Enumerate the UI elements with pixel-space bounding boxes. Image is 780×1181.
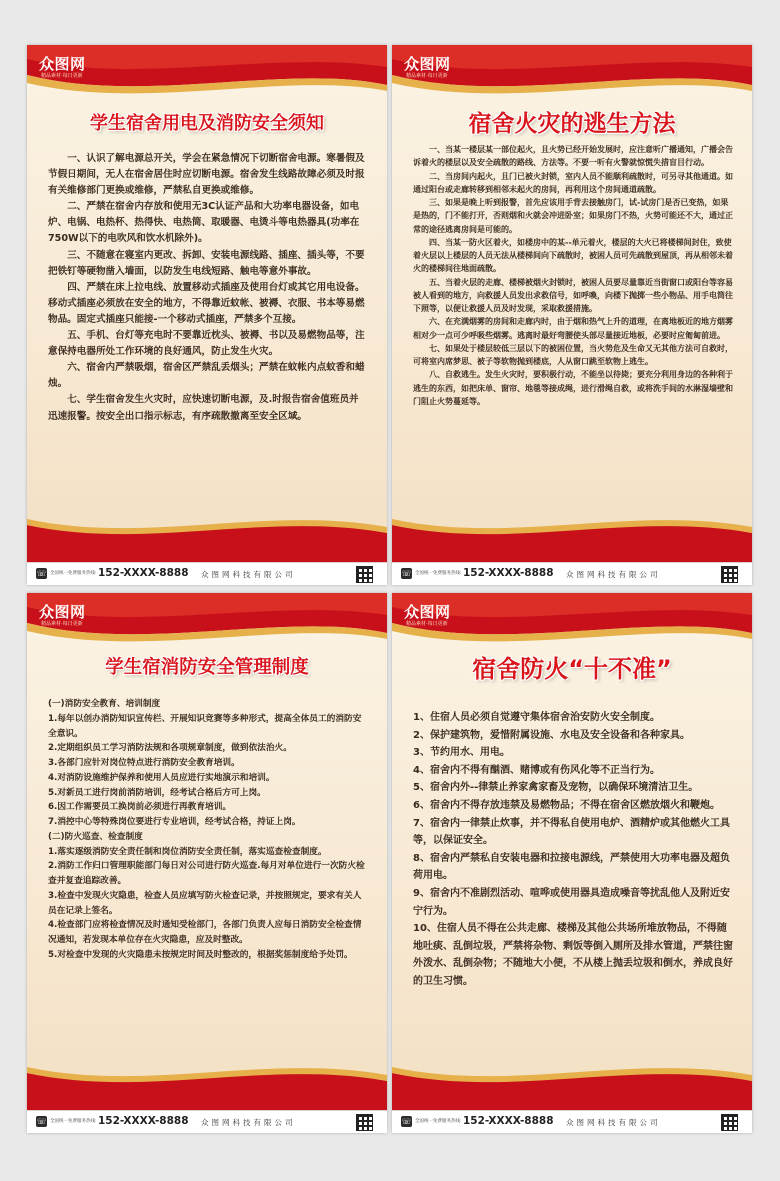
hotline-number: 152-XXXX-8888 [98,567,189,579]
poster-body [48,151,368,425]
red-ribbon-bottom [392,505,752,563]
section-heading: (二)防火巡查、检查制度 [48,831,143,842]
poster-title: 宿舍防火“十不准” [472,655,672,683]
section-heading: (一)消防安全教育、培训制度 [48,699,161,709]
list-item: 6、宿舍内不得存放违禁及易燃物品；不得在宿舍区燃放烟火和鞭炮。 [413,799,720,811]
hotline-label: 全国统一免费服务热线: [415,571,462,576]
brand-logo: 众图网 [404,55,451,73]
hotline-label: 全国统一免费服务热线: [415,1119,462,1124]
list-item: 6.因工作需要员工换岗前必须进行再教育培训。 [48,802,232,813]
red-ribbon-bottom [27,505,387,563]
list-item: 2.消防工作归口管理职能部门每日对公司进行防火巡查.每月对单位进行一次防火检查并复查追踪改善。 [48,861,365,886]
qr-code-icon [721,1114,738,1131]
list-item: 10、住宿人员不得在公共走廊、楼梯及其他公共场所堆放物品，不得随地吐痰、乱倒垃圾，严禁将杂物、剩饭等倒入厕所及排水管道，严禁往窗外泼水、乱倒杂物；不随地大小便，不从楼上抛丢垃圾和倒水，养成良好的卫生习惯。 [413,923,733,987]
poster-footer [392,1110,752,1133]
paragraph: 五、手机、台灯等充电时不要靠近枕头、被褥、书以及易燃物品等，注意保持电器所处工作环境的良好通风，防止发生火灾。 [48,330,365,358]
red-ribbon-bottom [392,1053,752,1111]
brand-logo-sub: 精品素材·每日更新 [406,621,448,627]
list-item: 4.检查部门应将检查情况及时通知受检部门，各部门负责人应每日消防安全检查情况通知，若发现本单位存在火灾隐患，应及时整改。 [48,920,362,945]
paragraph: 二、当房间内起火，且门已被火封锁，室内人员不能顺利疏散时，可另寻其他通道。如通过阳台或走廊转移到相邻未起火的房间，再利用这个房间通道疏散。 [413,171,733,194]
paragraph: 一、认识了解电源总开关，学会在紧急情况下切断宿舍电源。寒暑假及节假日期间，无人在宿舍居住时应切断电源。宿舍发生线路故障必须及时报有关维修部门更换或维修，严禁私自更换或维修。 [48,153,365,197]
brand-logo-sub: 精品素材·每日更新 [41,621,83,627]
poster-fire-escape-methods [392,45,752,585]
list-item: 8、宿舍内严禁私自安装电器和拉接电源线，严禁使用大功率电器及超负荷用电。 [413,852,730,882]
hotline-label: 全国统一免费服务热线: [50,571,97,576]
hotline-number: 152-XXXX-8888 [463,1115,554,1127]
list-item: 3.检查中发现火灾隐患，检查人员应填写防火检查记录，并按照规定，要求有关人员在记录上签名。 [48,890,362,916]
company-name: 众图网科技有限公司 [201,570,296,579]
qr-code-icon [721,566,738,583]
list-item: 5.对检查中发现的火灾隐患未按规定时间及时整改的，根据奖惩制度给予处罚。 [48,949,353,960]
phone-icon: ☏ [401,1117,412,1126]
hotline-number: 152-XXXX-8888 [98,1115,189,1127]
hotline-number: 152-XXXX-8888 [463,567,554,579]
paragraph: 七、如果处于楼层较低三层以下的被困位置，当火势危及生命又无其他方法可自救时，可将室内席梦思、被子等软物抛到楼底，人从窗口跳至软物上逃生。 [413,343,733,366]
brand-logo: 众图网 [404,603,451,621]
poster-footer [27,562,387,585]
phone-icon: ☏ [36,1117,47,1126]
list-item: 1、住宿人员必须自觉遵守集体宿舍治安防火安全制度。 [413,712,660,723]
paragraph: 一、当某一楼层某一部位起火，且火势已经开始发展时，应注意听广播通知，广播会告诉着火的楼层以及安全疏散的路线、方法等。不要一听有火警就惊慌失措盲目行动。 [413,145,733,168]
hotline-label: 全国统一免费服务热线: [50,1119,97,1124]
paragraph: 二、严禁在宿舍内存放和使用无3C认证产品和大功率电器设备，如电炉、电锅、电热杯、热得快、电热筒、取暖器、电烫斗等电热器具(功率在750W以下的电吹风和饮水机除外)。 [48,201,360,245]
list-item: 7.消控中心等特殊岗位要进行专业培训，经考试合格，持证上岗。 [48,817,301,827]
brand-logo-sub: 精品素材·每日更新 [41,73,83,79]
poster-ten-prohibitions [392,593,752,1133]
list-item: 3、节约用水、用电。 [413,747,510,759]
phone-icon: ☏ [401,569,412,578]
list-item: 1.每年以创办消防知识宣传栏、开展知识竞赛等多种形式，提高全体员工的消防安全意识。 [48,713,362,739]
paragraph: 四、当某一防火区着火，如楼房中的某--单元着火，楼层的大火已将楼梯间封住，致使着火层以上楼层的人员无法从楼梯间向下疏散时，被困人员可先疏散到屋顶，再从相邻未着火的楼梯间往地面疏散。 [413,237,733,274]
poster-footer [392,562,752,585]
red-ribbon-bottom [27,1053,387,1111]
paragraph: 四、严禁在床上拉电线、放置移动式插座及使用台灯或其它用电设备。移动式插座必须放在安全的地方，不得靠近蚊帐、被褥、衣服、书本等易燃物品。固定式插座只能接-一个移动式插座，严禁多个互接。 [48,281,365,325]
list-item: 5、宿舍内外--律禁止养家禽家畜及宠物，以确保环境清洁卫生。 [413,782,699,794]
list-item: 5.对新员工进行岗前消防培训，经考试合格后方可上岗。 [48,787,266,798]
poster-electricity-fire-safety [27,45,387,585]
poster-title: 学生宿消防安全管理制度 [105,657,309,678]
list-item: 2.定期组织员工学习消防法规和各项规章制度，做到依法治火。 [48,743,292,754]
phone-icon: ☏ [36,569,47,578]
qr-code-icon [356,566,373,583]
brand-logo-sub: 精品素材·每日更新 [406,73,448,79]
poster-title: 宿舍火灾的逃生方法 [468,111,676,137]
paragraph: 八、自救逃生。发生火灾时，要积极行动，不能坐以待毙；要充分利用身边的各种利于逃生的东西，如把床单、窗帘、地毯等接成绳，进行滑绳自救，或将洗手间的水淋湿墙壁和门阻止火势蔓延等。 [413,370,733,406]
poster-body [48,697,368,963]
paragraph: 五、当着火层的走廊、楼梯被烟火封锁时，被困人员要尽量靠近当街窗口或阳台等容易被人看到的地方，向救援人员发出求救信号，如呼喚，向楼下抛掷一些小物品、用手电筒往下照等，以便让救援人员及时发现，采取救援措施。 [413,277,733,313]
list-item: 2、保护建筑物，爱惜附属设施、水电及安全设备和各种家具。 [413,729,690,741]
paragraph: 三、不随意在寝室内更改、拆卸、安装电源线路、插座、插头等，不要把铁钉等硬物凿入墙面，以防发生电线短路、触电等意外事故。 [48,249,365,277]
list-item: 3.各部门应针对岗位特点进行消防安全教育培训。 [48,758,240,768]
poster-fire-management-rules [27,593,387,1133]
list-item: 4、宿舍内不得有酗酒、赌博或有伤风化等不正当行为。 [413,764,660,776]
list-item: 7、宿舍内一律禁止炊事，并不得私自使用电炉、酒精炉或其他燃火工具等，以保证安全。 [413,817,730,847]
brand-logo: 众图网 [39,55,86,73]
qr-code-icon [356,1114,373,1131]
list-item: 4.对消防设施维护保养和使用人员应进行实地演示和培训。 [48,772,275,783]
poster-body [413,709,733,991]
paragraph: 六、宿舍内严禁吸烟，宿舍区严禁乱丢烟头；严禁在蚊帐内点蚊香和蜡烛。 [48,362,365,390]
brand-logo: 众图网 [39,603,86,621]
list-item: 9、宿舍内不准剧烈活动、喧哗或使用器具造成噪音等扰乱他人及附近安宁行为。 [413,887,730,917]
poster-title: 学生宿舍用电及消防安全须知 [90,113,324,134]
paragraph: 三、如果是晚上听到报警，首先应该用手背去接触房门，试-试房门是否已变热，如果是热的，门不能打开，否则烟和火就会冲进卧室；如果房门不热，火势可能还不大，通过正常的途径逃离房间是可能的。 [413,198,733,234]
paragraph: 七、学生宿舍发生火灾时，应快速切断电源，及.时报告宿舍值班员并迅速报警。按安全出口指示标志，有序疏散撤离至安全区域。 [48,394,359,422]
poster-footer [27,1110,387,1133]
company-name: 众图网科技有限公司 [201,1118,296,1127]
poster-body [413,143,733,408]
list-item: 1.落实逐级消防安全责任制和岗位消防安全责任制，落实巡查检查制度。 [48,846,327,857]
company-name: 众图网科技有限公司 [566,1118,661,1127]
company-name: 众图网科技有限公司 [566,570,661,579]
paragraph: 六、在充满烟雾的房间和走廊内时，由于烟和热气上升的道理，在离地板近的地方烟雾相对少一点可少呼吸些烟雾。逃离时最好弯腰使头部尽量接近地板，必要时应匍匐前进。 [413,317,733,340]
